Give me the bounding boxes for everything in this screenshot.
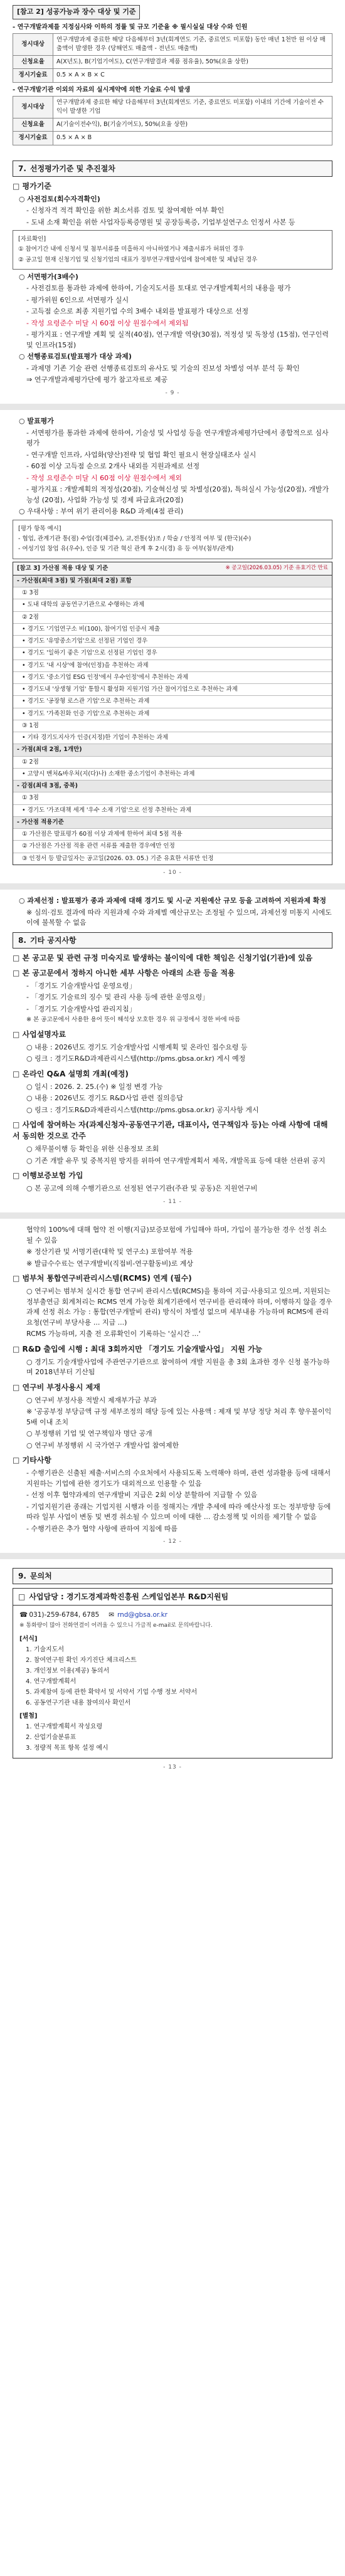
text-line: 4. 연구개발계획서 xyxy=(26,1678,77,1685)
text-line: - 선정 이후 협약과제의 연구개발비 지급은 2회 이상 분할하여 지급할 수 있음 xyxy=(26,1491,258,1499)
contact-note: ※ 통화량이 많아 전화연결이 어려울 수 있으니 가급적 e-mail로 문의바랍니다. xyxy=(19,1622,213,1629)
text-line: - 작성 요령준수 미달 시 60점 이상 원점수에서 제외 xyxy=(26,473,182,482)
text-line: 2. 산업기술분류표 xyxy=(26,1733,77,1741)
regulations-note: ※ 본 공고문에서 사용한 용어 뜻이 해석상 모호한 경우 위 규정에서 정한 바에 따름 xyxy=(26,1016,240,1024)
text-line: ○ 경기도 기술개발사업에 주관연구기관으로 참여하여 개발 지원을 총 3회 초과한 경우 신청 불가능하며 2018년부터 기산됨 xyxy=(26,1357,330,1376)
criteria-date: ※ 공고일(2026.03.05) 기준 유효기간 만료 xyxy=(225,564,328,571)
text-line: 협약의 100%에 대해 협약 전 이행(지급)보증보험에 가입해야 하며, 가입이 불가능한 경우 선정 취소될 수 있음 xyxy=(26,1226,327,1244)
row-value: 연구개발과제 중료한 해당 다음해부터 3년(회계연도 기준, 중료연도 미포함) 이내의 기간에 기술이전 수익이 발생한 기업 xyxy=(53,96,332,118)
table2-grid-1 xyxy=(13,33,332,83)
text-line: ※ 심의·검토 결과에 따라 지원과제 수와 과제별 예산규모는 조정될 수 있으며, 과제선정 미통지 시에도 이에 불복할 수 없음 xyxy=(26,908,332,927)
appendices xyxy=(19,1711,326,1753)
criteria-item: • 도내 대학의 공동연구기관으로 수행하는 과제 xyxy=(13,599,332,611)
row-value: 0.5 × A × B × C xyxy=(53,69,332,82)
criteria-item: • 경기도 '유망중소기업'으로 선정된 기업인 경우 xyxy=(13,636,332,648)
criteria-category: - 감점(최대 3점, 중복) xyxy=(13,781,332,792)
text-line: - 도내 소재 확인을 위한 사업자등록증명원 및 공장등록증, 기업부설연구소 인정서 사본 등 xyxy=(26,218,295,226)
page-number: - 12 - xyxy=(163,1538,182,1545)
eval-example-box xyxy=(13,520,332,559)
criteria-item: ② 2점 xyxy=(13,612,332,624)
section-7-header xyxy=(13,160,332,177)
table-row xyxy=(13,56,332,69)
text-line: 3. 정량적 목표 항목 설정 예시 xyxy=(26,1744,109,1752)
rd-limit-heading: □ R&D 출입에 시행 : 최대 3회까지만 「경기도 기술개발사업」 지원 가능 xyxy=(13,1343,332,1355)
criteria-item: ③ 1점 xyxy=(13,720,332,732)
criteria-item: • 경기도 '기업연구소 비(100), 참여기업 인증서 제출 xyxy=(13,624,332,636)
criteria-item: • 경기도 '가족친화 인증 기업'으로 추천하는 과제 xyxy=(13,708,332,720)
text-line: 1. 기술지도서 xyxy=(26,1646,65,1653)
other-notices xyxy=(8,1219,337,1553)
criteria-item: ① 3점 xyxy=(13,587,332,599)
text-line: ⇒ 연구개발과제평가단에 평가 참고자료로 제공 xyxy=(26,376,168,384)
section-8-header xyxy=(13,932,332,949)
text-line: 6. 공동연구기관 내용 참여의사 확인서 xyxy=(26,1699,131,1706)
text-line: - 평가위원 6인으로 서면평가 실시 xyxy=(26,295,129,304)
page-number: - 10 - xyxy=(163,869,182,876)
criteria-item: • 경기도 '일하기 좋은 기업'으로 선정된 기업인 경우 xyxy=(13,648,332,660)
attachments xyxy=(19,1634,326,1708)
email-address[interactable]: rnd@gbsa.or.kr xyxy=(117,1611,167,1619)
section-7 xyxy=(8,152,337,404)
text-line: - 여성기업 창업 유(우수), 인증 및 기관 혁신 관계 후 2시(경) 유 등 여부(첨부/관계) xyxy=(18,545,234,553)
table-row xyxy=(13,118,332,132)
text-line: ○ 내용 : 2026년도 경기도 R&D사업 관련 질의응답 xyxy=(26,1094,183,1102)
row-label: 정시대상 xyxy=(13,33,53,56)
prior-review-heading: ○ 선행종료검토(발표평가 대상 과제) xyxy=(19,352,132,361)
criteria-category: - 가점(최대 2점, 1개만) xyxy=(13,744,332,756)
table-row xyxy=(13,69,332,82)
text-line: - 사전검토를 통과한 과제에 한하여, 기술지도서를 토대로 연구개발계획서의 내용을 평가 xyxy=(26,284,291,293)
consent-heading: □ 사업에 참여하는 자(과제신청자·공동연구기관, 대표이사, 연구책임자 등)는 아래 사항에 대해서 동의한 것으로 간주 xyxy=(13,1119,332,1142)
text-line: ○ 부정행위 기업 및 연구책임자 명단 공개 xyxy=(26,1429,152,1438)
section-title: 기타 공지사항 xyxy=(29,935,77,945)
text-line: 5. 과제참여 등에 관한 확약서 및 서약서 기업 수행 정보 서약서 xyxy=(26,1688,198,1696)
section-title: 선정평가기준 및 추진절차 xyxy=(29,164,115,173)
phone-icon: ☎ xyxy=(19,1611,28,1619)
text-line: ① 참여기간 내에 신청서 및 첨부서류를 미흡하지 아니하였거나 제출서류가 허위인 경우 xyxy=(18,246,244,253)
page-separator xyxy=(0,1553,345,1559)
text-line: 1. 연구개발계획서 작성요령 xyxy=(26,1723,103,1730)
criteria-item: • 경기도내 '상생형 기업' 통합시 활성화 지원기업 가산 참여기업으로 추천하는 과제 xyxy=(13,684,332,696)
page-separator xyxy=(0,1212,345,1219)
text-line: ※ 정산기관 및 서명기관(대학 및 연구소) 포함여부 적용 xyxy=(26,1248,193,1256)
text-line: ○ 본 공고에 의해 수행기관으로 선정된 연구기관(주관 및 공동)은 지원연구비 xyxy=(26,1184,258,1192)
criteria-item: • 경기도 '중소기업 ESG 인정'에서 우수인정'에서 추천하는 과제 xyxy=(13,672,332,684)
row-label: 신청요율 xyxy=(13,118,53,132)
text-line: - 수행기관은 추가 협약 사항에 관하여 지침에 따름 xyxy=(26,1524,178,1533)
page-number: - 13 - xyxy=(163,1764,182,1770)
section-number: 7. xyxy=(18,164,26,173)
text-line: [자료확인] xyxy=(18,236,46,243)
text-line: - 과제명 기존 기술 관련 선행종료검토의 유사도 및 기술의 진보성 차별성 여부 분석 등 확인 xyxy=(26,364,300,372)
criteria-item: ① 가산점은 발표평가 60점 이상 과제에 한하여 최대 5점 적용 xyxy=(13,829,332,841)
section-9-header xyxy=(13,1568,332,1584)
page-separator xyxy=(0,404,345,410)
etc-heading: □ 기타사항 xyxy=(13,1454,332,1466)
row-label: 정시기술료 xyxy=(13,132,53,145)
text-line: ○ 내용 : 2026년도 경기도 기술개발사업 시행계획 및 온라인 접수요령 등 xyxy=(26,1043,248,1051)
contact-body xyxy=(13,1606,332,1758)
text-line: - 「경기도 기술개발사업 운영요령」 xyxy=(26,981,136,990)
row-label: 정시대상 xyxy=(13,96,53,118)
eval-criteria-heading: □ 평가기준 xyxy=(13,181,332,192)
regulations-heading: □ 본 공고문에서 정하지 아니한 세부 사항은 아래의 소관 등을 적용 xyxy=(13,967,332,979)
text-line: - 기업지원기관 종래는 기업지원 시행과 이를 정해지는 개발 추세에 따라 예산사정 또는 정부방향 등에 따라 일부 사업이 변동 및 변경 취소될 수 있으며 이에 대한 ... 감소정책 및 이의를 제기할 수 없음 xyxy=(26,1502,331,1521)
section-9 xyxy=(8,1559,337,1779)
table2-subhead-1: - 연구개발과제를 지정심사와 이하의 정률 및 규모 기준을 ※ 필시실실 대상 수와 인원 xyxy=(13,23,248,31)
row-value: 연구개발과제 중료한 해당 다음해부터 3년(회계연도 기준, 중료연도 미포함) 동안 매년 1천만 원 이상 매출액이 발생한 경우 (당해연도 매출액 - 전년도 매출액) xyxy=(53,33,332,56)
row-label: 정시기술료 xyxy=(13,69,53,82)
reference-table-2 xyxy=(8,0,337,152)
row-label: 신청요율 xyxy=(13,56,53,69)
table-row xyxy=(13,132,332,145)
text-line: ○ 연구비는 범부처 실시간 통합 연구비 관리시스템(RCMS)을 통하여 지급·사용되고 있으며, 지원되는 정부출연금 회계처리는 RCMS 연계 가능한 회계기관에서 연구비를 관리해야 하며, 이행하지 않을 경우 과제 선정 취소 가능 : 통합(연구개발비 관리) 방식이 차별성 없으며 세부내용 가능하며 RCMS에 관리요청(연구비 부당사용 ... 지급 ...) xyxy=(26,1287,332,1327)
text-line: - 60점 이상 고득점 순으로 2개사 내외를 지원과제로 선정 xyxy=(26,462,200,471)
criteria-item: ① 2점 xyxy=(13,757,332,769)
text-line: [평가 항목 예시] xyxy=(18,525,61,532)
presentation-heading: ○ 발표평가 xyxy=(19,417,54,426)
table2-grid-2 xyxy=(13,96,332,145)
selection-heading: ○ 과제선정 : 발표평가 종과 과제에 대해 경기도 및 시·군 지원예산 규모 등을 고려하여 지원과제 확정 xyxy=(19,896,327,905)
table2-title: [참고 2] 성공가능과 장수 대상 및 기준 xyxy=(13,5,140,19)
criteria-item: • 경기도 '가조대책 세계 '우수 소재 기업'으로 선정 추천하는 과제 xyxy=(13,805,332,817)
phone-number[interactable]: 031)-259-6784, 6785 xyxy=(29,1611,100,1619)
presentation-eval xyxy=(8,410,337,883)
text-line: - 신청자격 적격 확인을 위한 최소서류 검토 및 참여제한 여부 확인 xyxy=(26,206,225,214)
insurance-heading: □ 이행보증보험 가입 xyxy=(13,1170,332,1181)
pre-review-heading: ○ 사전검토(회수자격확인) xyxy=(19,194,100,203)
text-line: - 수행기관은 신출된 제출·서비스의 수요처에서 사용되도록 노력해야 하며, 관련 성과활용 등에 대해서 지원하는 기업에 관한 경기도가 대외적으로 인용할 수 있음 xyxy=(26,1469,331,1488)
table2-subhead-2: - 연구개발기관 이외의 자료의 실시계약에 의한 기술료 수익 발생 xyxy=(13,86,191,93)
section-8 xyxy=(8,890,337,1212)
criteria-category: - 가산점(최대 3점) 및 가점(최대 2점) 포함 xyxy=(13,576,332,587)
appendices-title: [별첨] xyxy=(19,1712,38,1720)
exclusion-box xyxy=(13,230,332,270)
bonus-criteria-table xyxy=(13,562,332,865)
criteria-item: ③ 인정서 등 발급일자는 공고일(2026. 03. 05.) 기준 유효한 서류만 인정 xyxy=(22,854,214,862)
page-number: - 11 - xyxy=(163,1198,182,1205)
checkbox-icon: □ xyxy=(18,1592,26,1601)
responsibility-heading: □ 본 공고문 및 관련 규정 미숙지로 발생하는 불이익에 대한 책임은 신청기업(기관)에 있음 xyxy=(13,952,332,964)
phone-line xyxy=(19,1611,326,1621)
email-icon: ✉ xyxy=(109,1611,114,1619)
text-line: RCMS 가능하며, 지출 전 오류확인이 기록하는 '실시간 ...' xyxy=(26,1330,201,1338)
criteria-header xyxy=(13,562,332,576)
criteria-item: • 기타 경기도지사가 인증(지정)한 기업이 추천하는 과제 xyxy=(13,732,332,744)
misuse-heading: □ 연구비 부정사용시 제재 xyxy=(13,1382,332,1393)
text-line: ※ '공공부정 부당금액 규정 세부조정의 해당 등에 있는 사용액 : 제재 및 부당 정당 처리 후 향우불이익 5배 이내 조치 xyxy=(26,1407,332,1426)
qa-heading: □ 온라인 Q&A 설명회 개최(예정) xyxy=(13,1068,332,1080)
criteria-title: [참고 3] 가산점 적용 대상 및 기준 xyxy=(17,564,109,572)
rcms-heading: □ 범부처 통합연구비관리시스템(RCMS) 연계 (필수) xyxy=(13,1273,332,1284)
criteria-item: • 경기도 '공장형 로스관 기업'으로 추천하는 과제 xyxy=(13,696,332,708)
attachments-title: [서식] xyxy=(19,1635,38,1643)
section-number: 9. xyxy=(18,1571,26,1580)
row-value: A(기술이전수익), B(기술기여도), 50%(요율 상한) xyxy=(53,118,332,132)
text-line: - 고득점 순으로 최종 지원기업 수의 3배수 내외를 발표평가 대상으로 선정 xyxy=(26,307,249,316)
text-line: ○ 채무불이행 등 확인을 위한 신용정보 조회 xyxy=(26,1145,159,1153)
text-line: ※ 발급수수료는 연구개발비(직접비-연구활동비)로 계상 xyxy=(26,1259,194,1268)
page-number: - 9 - xyxy=(165,389,180,396)
criteria-item: ② 가산점은 가산점 적용 관련 서류를 제출한 경우에만 인정 xyxy=(13,841,332,853)
preference-line: ○ 우대사항 : 부여 위기 관리이용 R&D 과제(4점 관리) xyxy=(19,507,184,516)
text-line: - 협업, 관계기관 통(점) 수업(경(체결수), 교,전통(상)조 / 학술 / 안정적 여부 및 (한국)(수) xyxy=(18,535,252,542)
text-line: 2. 참여연구원 확인 자기진단 체크리스트 xyxy=(26,1656,137,1664)
text-line: - 평가지표 : 개발계획의 적정성(20점), 기술혁신성 및 차별성(20점), 특허실시 가능성(20점), 개발가능성 (20점), 사업화 가능성 및 경제 파급효과(20점) xyxy=(26,485,329,504)
contact-dept: 사업담당 : 경기도경제과학진흥원 스케일업본부 R&D지원팀 xyxy=(29,1592,229,1601)
text-line: - 서면평가를 통과한 과제에 한하여, 기술성 및 사업성 등을 연구개발과제평가단에서 종합적으로 심사평가 xyxy=(26,428,329,448)
text-line: ○ 연구비 부정행위 시 국가연구 개발사업 참여제한 xyxy=(26,1441,179,1449)
text-line: - 평가지표 : 연구개발 계획 및 실적(40점), 연구개발 역량(30점), 적정성 및 독창성 (15점), 연구인력 및 인프라(15점) xyxy=(26,330,329,349)
text-line: ② 공고일 현재 신청기업 및 신청기업의 대표가 정부연구개발사업에 참여제한 및 체납된 경우 xyxy=(18,256,258,263)
text-line: - 연구개발 인프라, 사업화(양산)전략 및 협업 확인 필요시 현장실태조사 실시 xyxy=(26,450,257,459)
page-separator xyxy=(0,883,345,890)
text-line: ○ 링크 : 경기도R&D과제관리시스템(http://pms.gbsa.or.kr) 공지사항 게시 xyxy=(26,1105,259,1114)
table-row xyxy=(13,96,332,118)
briefing-heading: □ 사업설명자료 xyxy=(13,1029,332,1040)
text-line: - 「경기도 기술료의 징수 및 관리 사용 등에 관한 운영요령」 xyxy=(26,993,210,1002)
criteria-item: • 고양시 벤처&바우처(지(다)나) 소재한 중소기업이 추천하는 과제 xyxy=(13,769,332,781)
text-line: - 작성 요령준수 미달 시 60점 이상 원점수에서 제외됨 xyxy=(26,318,189,327)
criteria-item: • 경기도 '내 시상'에 참여(인정)을 추천하는 과제 xyxy=(13,660,332,672)
contact-title xyxy=(13,1589,332,1606)
criteria-item: ① 3점 xyxy=(13,792,332,804)
text-line: 3. 개인정보 이용(제공) 동의서 xyxy=(26,1667,110,1674)
text-line: ○ 연구비 부정사용 적발시 제재부가금 부과 xyxy=(26,1396,157,1404)
text-line: ○ 기존 개발 유무 및 중복지원 방지를 위하여 연구개발계획서 제목, 개발목표 등에 대한 선관위 공지 xyxy=(26,1156,326,1165)
criteria-category: - 가산점 적용기준 xyxy=(13,817,332,829)
contact-box xyxy=(13,1588,332,1759)
section-title: 문의처 xyxy=(29,1571,52,1580)
document-review-heading: ○ 서면평가(3배수) xyxy=(19,272,78,281)
text-line: ○ 링크 : 경기도R&D과제관리시스템(http://pms.gbsa.or.kr) 게시 예정 xyxy=(26,1054,246,1063)
row-value: 0.5 × A × B xyxy=(53,132,332,145)
section-number: 8. xyxy=(18,935,26,945)
text-line: - 「경기도 기술개발사업 관리지침」 xyxy=(26,1004,136,1013)
text-line: ○ 일시 : 2026. 2. 25.(수) ※ 일정 변경 가능 xyxy=(26,1082,163,1091)
table-row xyxy=(13,33,332,56)
row-value: A(X년도), B(기업기여도), C(연구개발결과 제품 점유율), 50%(요율 상한) xyxy=(53,56,332,69)
